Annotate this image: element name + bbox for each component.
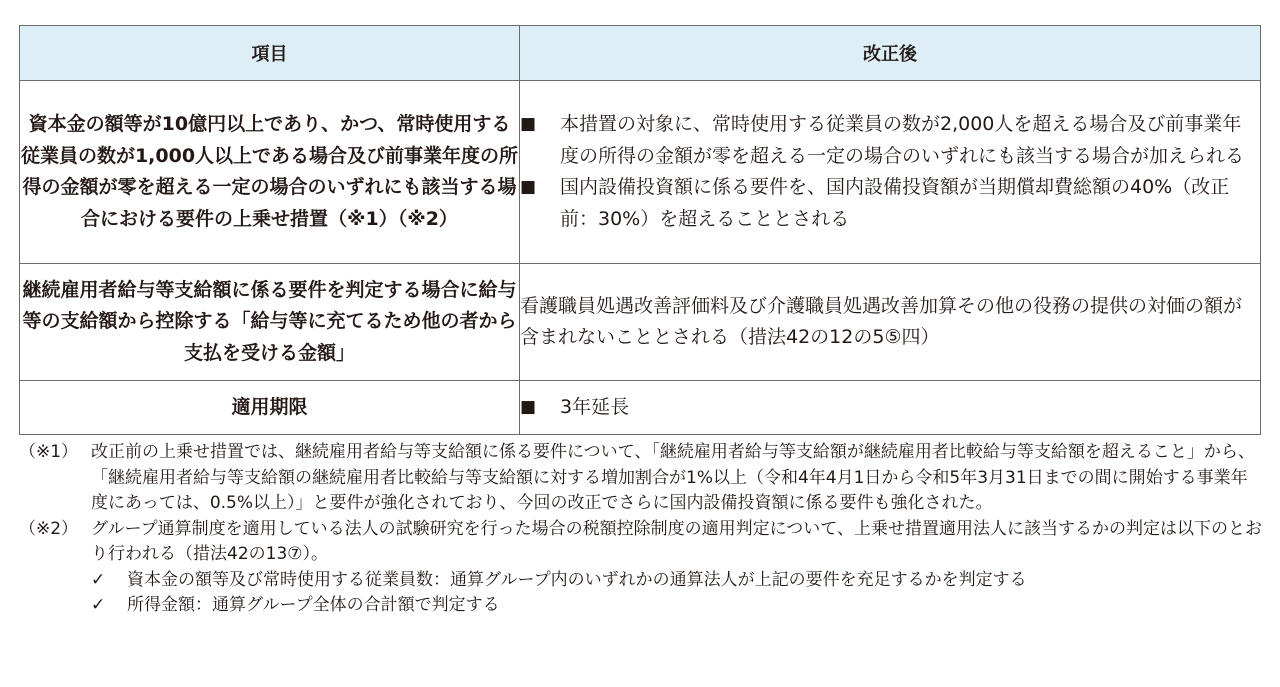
square-bullet-icon: ■	[520, 396, 537, 417]
row-item-label: 継続雇用者給与等支給額に係る要件を判定する場合に給与等の支給額から控除する「給与等に充てるため他の者から支払を受ける金額」	[20, 264, 520, 381]
table-row	[20, 381, 1261, 435]
footnote-text: 改正前の上乗せ措置では、継続雇用者給与等支給額に係る要件について、「継続雇用者給与等支給額が継続雇用者比較給与等支給額を超えること」から、「継続雇用者給与等支給額の継続雇用者比較給与等支給額に対する増加割合が1%以上（令和4年4月1日から令和5年3月31日までの間に開始する事業年度にあっては、0.5%以上）」と要件が強化されており、今回の改正でさらに国内設備投資額に係る要件も強化された。	[91, 442, 1255, 513]
header-after-reform: 改正後	[520, 26, 1261, 81]
row-revision	[520, 264, 1261, 381]
bullet-item	[520, 109, 1260, 172]
check-text: 資本金の額等及び常時使用する従業員数：通算グループ内のいずれかの通算法人が上記の要件を充足するかを判定する	[127, 569, 1027, 590]
bullet-text: 国内設備投資額に係る要件を、国内設備投資額が当期償却費総額の40%（改正前：30%）を超えることとされる	[560, 176, 1230, 230]
bullet-text: 本措置の対象に、常時使用する従業員の数が2,000人を超える場合及び前事業年度の所得の金額が零を超える一定の場合のいずれにも該当する場合が加えられる	[560, 113, 1245, 167]
square-bullet-icon: ■	[520, 177, 537, 197]
header-item: 項目	[20, 26, 520, 81]
check-text: 所得金額：通算グループ全体の合計額で判定する	[127, 595, 500, 615]
square-bullet-icon: ■	[520, 114, 537, 134]
row-revision	[520, 81, 1261, 264]
row-item-label: 適用期限	[20, 381, 520, 435]
footnote-text: グループ通算制度を適用している法人の試験研究を行った場合の税額控除制度の適用判定について、上乗せ措置適用法人に該当するかの判定は以下のとおり行われる（措法42の13⑦）。	[91, 518, 1262, 564]
bullet-item	[520, 392, 1260, 424]
table-header-row	[20, 26, 1261, 81]
footnote-label: （※2）	[19, 518, 79, 539]
check-item	[19, 593, 1264, 619]
reform-table	[19, 25, 1261, 435]
bullet-text: 3年延長	[560, 395, 630, 418]
checkmark-icon: ✓	[91, 569, 106, 590]
revision-text: 看護職員処遇改善評価料及び介護職員処遇改善加算その他の役務の提供の対価の額が含まれないこととされる（措法42の12の5⑤四）	[520, 294, 1243, 348]
footnote-1	[19, 440, 1264, 517]
check-item	[19, 568, 1264, 594]
table-row	[20, 81, 1261, 264]
footnote-label: （※1）	[19, 442, 79, 462]
table-row	[20, 264, 1261, 381]
footnotes	[19, 440, 1264, 619]
bullet-item	[520, 172, 1260, 235]
row-revision	[520, 381, 1261, 435]
footnote-2	[19, 517, 1264, 568]
checkmark-icon: ✓	[91, 595, 106, 615]
row-item-label: 資本金の額等が10億円以上であり、かつ、常時使用する従業員の数が1,000人以上である場合及び前事業年度の所得の金額が零を超える一定の場合のいずれにも該当する場合における要件の上乗せ措置（※1）（※2）	[20, 81, 520, 264]
